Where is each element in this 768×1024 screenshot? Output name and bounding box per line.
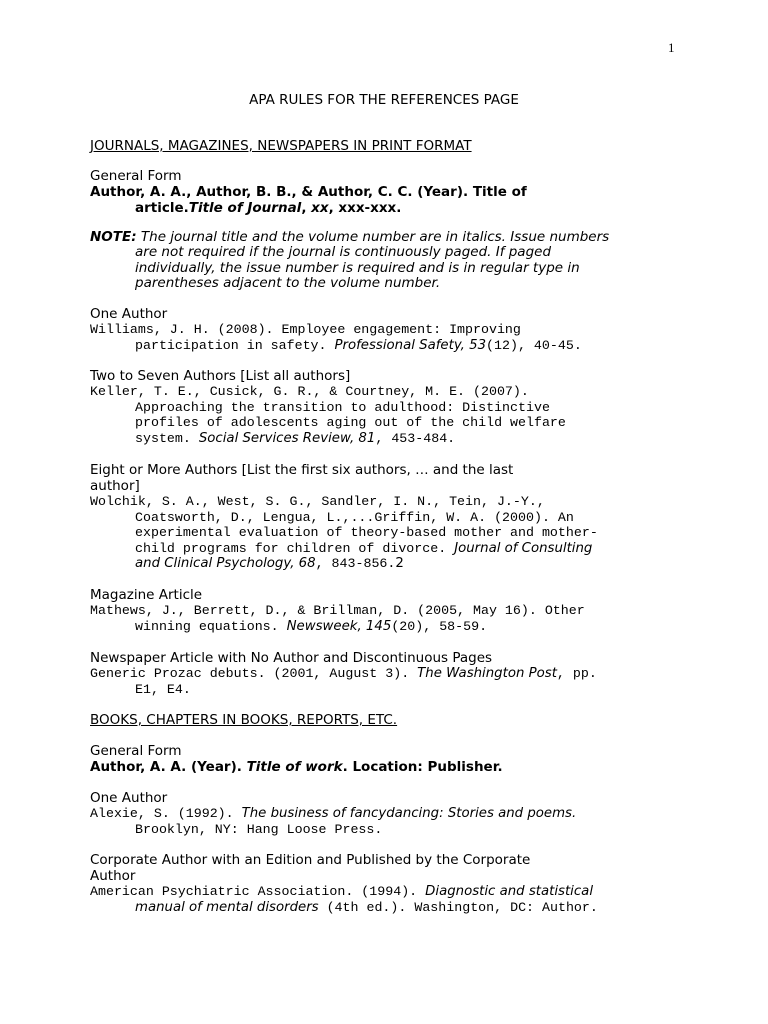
reference-line: Williams, J. H. (2008). Employee engagement: Improving [90, 322, 521, 337]
books-general-form [90, 743, 690, 775]
section-heading-books: BOOKS, CHAPTERS IN BOOKS, REPORTS, ETC. [90, 712, 398, 728]
reference-line: American Psychiatric Association. (1994). Diagnostic and statistical [90, 884, 594, 899]
journals-note [90, 230, 690, 291]
general-form-heading: General Form [90, 168, 182, 184]
note-line2: are not required if the journal is continuously paged. If paged [135, 244, 552, 261]
reference-line: and Clinical Psychology, 68, 843-856.2 [135, 556, 404, 572]
two-to-seven-heading: Two to Seven Authors [List all authors] [90, 368, 351, 384]
general-form-line1: Author, A. A. (Year). Title of work. Location: Publisher. [90, 759, 503, 775]
eight-or-more-heading: Eight or More Authors [List the first six authors, … and the last [90, 462, 514, 478]
eight-or-more-heading-cont: author] [90, 478, 140, 494]
general-form-heading: General Form [90, 743, 182, 759]
journals-one-author [90, 306, 690, 353]
note-line1: NOTE: The journal title and the volume number are in italics. Issue numbers [90, 229, 610, 245]
note-line4: parentheses adjacent to the volume number. [135, 274, 441, 291]
section-heading-journals: JOURNALS, MAGAZINES, NEWSPAPERS IN PRINT FORMAT [90, 138, 472, 154]
reference-line: child programs for children of divorce. Journal of Consulting [135, 540, 593, 556]
journals-newspaper [90, 650, 690, 697]
reference-line: Brooklyn, NY: Hang Loose Press. [135, 821, 383, 837]
one-author-heading: One Author [90, 306, 168, 322]
reference-line: Approaching the transition to adulthood: Distinctive [135, 399, 550, 415]
books-corporate-author [90, 852, 690, 915]
reference-line: profiles of adolescents aging out of the child welfare [135, 415, 566, 431]
corporate-heading-cont: Author [90, 868, 136, 884]
reference-line: experimental evaluation of theory-based mother and mother- [135, 525, 598, 541]
one-author-heading: One Author [90, 790, 168, 806]
reference-line: Wolchik, S. A., West, S. G., Sandler, I. N., Tein, J.-Y., [90, 494, 545, 509]
reference-line: Alexie, S. (1992). The business of fancydancing: Stories and poems. [90, 806, 577, 821]
magazine-heading: Magazine Article [90, 587, 203, 603]
page-title: APA RULES FOR THE REFERENCES PAGE [249, 92, 519, 108]
reference-line: Mathews, J., Berrett, D., & Brillman, D. (2005, May 16). Other [90, 603, 585, 618]
general-form-line2: article.Title of Journal, xx, xxx-xxx. [135, 200, 402, 216]
books-one-author [90, 790, 690, 837]
note-line3: individually, the issue number is required and is in regular type in [135, 259, 580, 276]
newspaper-heading: Newspaper Article with No Author and Discontinuous Pages [90, 650, 493, 666]
general-form-line1: Author, A. A., Author, B. B., & Author, C. C. (Year). Title of [90, 184, 527, 200]
reference-line: winning equations. Newsweek, 145(20), 58-59. [135, 618, 488, 634]
journals-magazine [90, 587, 690, 634]
journals-two-to-seven [90, 368, 690, 446]
journals-general-form [90, 168, 690, 216]
corporate-heading: Corporate Author with an Edition and Published by the Corporate [90, 852, 531, 868]
page-number: 1 [668, 40, 675, 55]
journals-eight-or-more [90, 462, 690, 572]
reference-line: Generic Prozac debuts. (2001, August 3). The Washington Post, pp. [90, 666, 597, 681]
reference-line: Coatsworth, D., Lengua, L.,...Griffin, W. A. (2000). An [135, 509, 574, 525]
reference-line: system. Social Services Review, 81, 453-484. [135, 430, 456, 446]
reference-line: participation in safety. Professional Safety, 53(12), 40-45. [135, 337, 582, 353]
reference-line: manual of mental disorders (4th ed.). Washington, DC: Author. [135, 899, 598, 915]
reference-line: Keller, T. E., Cusick, G. R., & Courtney, M. E. (2007). [90, 384, 529, 399]
reference-line: E1, E4. [135, 681, 191, 697]
